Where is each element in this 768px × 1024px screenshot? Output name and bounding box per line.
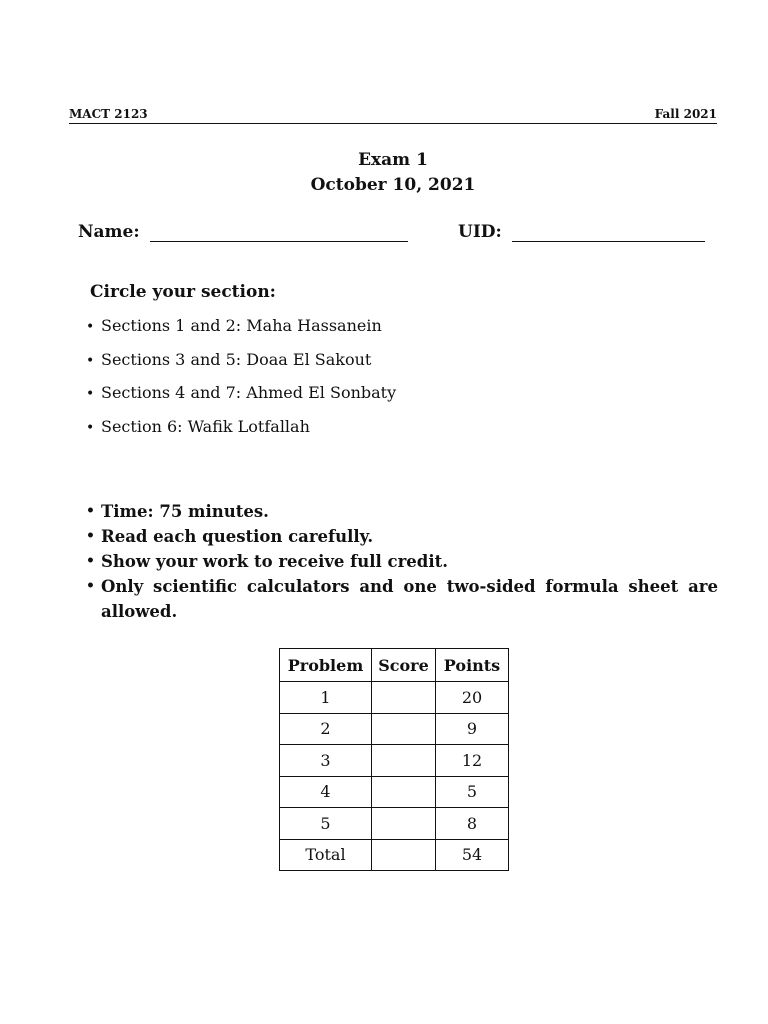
score-cell[interactable] [372,745,436,777]
score-cell[interactable] [372,713,436,745]
section-heading: Circle your section: [90,282,276,302]
term: Fall 2021 [654,107,717,121]
table-row [280,808,509,840]
section-list [86,316,396,450]
bullet-icon: • [86,352,95,369]
problem-cell: 5 [280,808,372,840]
section-item-text: Sections 4 and 7: Ahmed El Sonbaty [101,383,397,402]
name-blank-line[interactable] [150,223,408,242]
instruction-list [86,499,718,624]
uid-label: UID: [458,222,502,242]
instruction-text: Read each question carefully. [101,527,374,546]
header-rule [69,123,717,124]
bullet-icon: • [86,386,95,402]
header-points: Points [436,649,509,682]
problem-cell: 2 [280,713,372,745]
section-item[interactable] [86,417,396,451]
header-problem: Problem [280,649,372,682]
bullet-icon: • [86,553,95,569]
section-item[interactable] [86,383,396,417]
points-cell: 12 [436,745,509,777]
uid-blank-line[interactable] [512,223,705,242]
section-item-text: Sections 1 and 2: Maha Hassanein [101,316,382,335]
total-label-cell: Total [280,839,372,871]
exam-title: Exam 1 [358,150,428,170]
course-code: MACT 2123 [69,107,148,121]
bullet-icon: • [86,503,95,519]
total-points-cell: 54 [436,839,509,871]
points-cell: 8 [436,808,509,840]
points-cell: 5 [436,776,509,808]
table-row [280,745,509,777]
instruction-item [86,549,718,574]
section-item-text: Section 6: Wafik Lotfallah [101,416,310,436]
table-row [280,682,509,714]
section-item[interactable] [86,350,396,384]
table-header-row [280,649,509,682]
score-table [279,648,509,871]
exam-date: October 10, 2021 [310,175,476,195]
table-row-total [280,839,509,871]
section-item[interactable] [86,316,396,350]
name-field [78,222,408,242]
score-cell[interactable] [372,808,436,840]
bullet-icon: • [86,319,95,335]
header-score: Score [372,649,436,682]
bullet-icon: • [86,528,95,544]
problem-cell: 4 [280,776,372,808]
name-label: Name: [78,222,140,242]
table-row [280,776,509,808]
exam-title-block [69,148,717,198]
problem-cell: 3 [280,745,372,777]
uid-field [458,222,705,242]
section-item-text: Sections 3 and 5: Doaa El Sakout [101,349,372,369]
table-row [280,713,509,745]
problem-cell: 1 [280,682,372,714]
page-header [69,107,717,121]
points-cell: 9 [436,713,509,745]
instruction-item [86,499,718,524]
total-score-cell[interactable] [372,839,436,871]
instruction-text: Time: 75 minutes. [101,502,269,521]
instruction-text: Show your work to receive full credit. [101,552,448,571]
score-cell[interactable] [372,776,436,808]
score-cell[interactable] [372,682,436,714]
instruction-text: Only scientific calculators and one two-sided formula sheet are allowed. [101,577,718,621]
bullet-icon: • [86,419,95,436]
instruction-item [86,574,718,624]
bullet-icon: • [86,578,95,594]
points-cell: 20 [436,682,509,714]
instruction-item [86,524,718,549]
